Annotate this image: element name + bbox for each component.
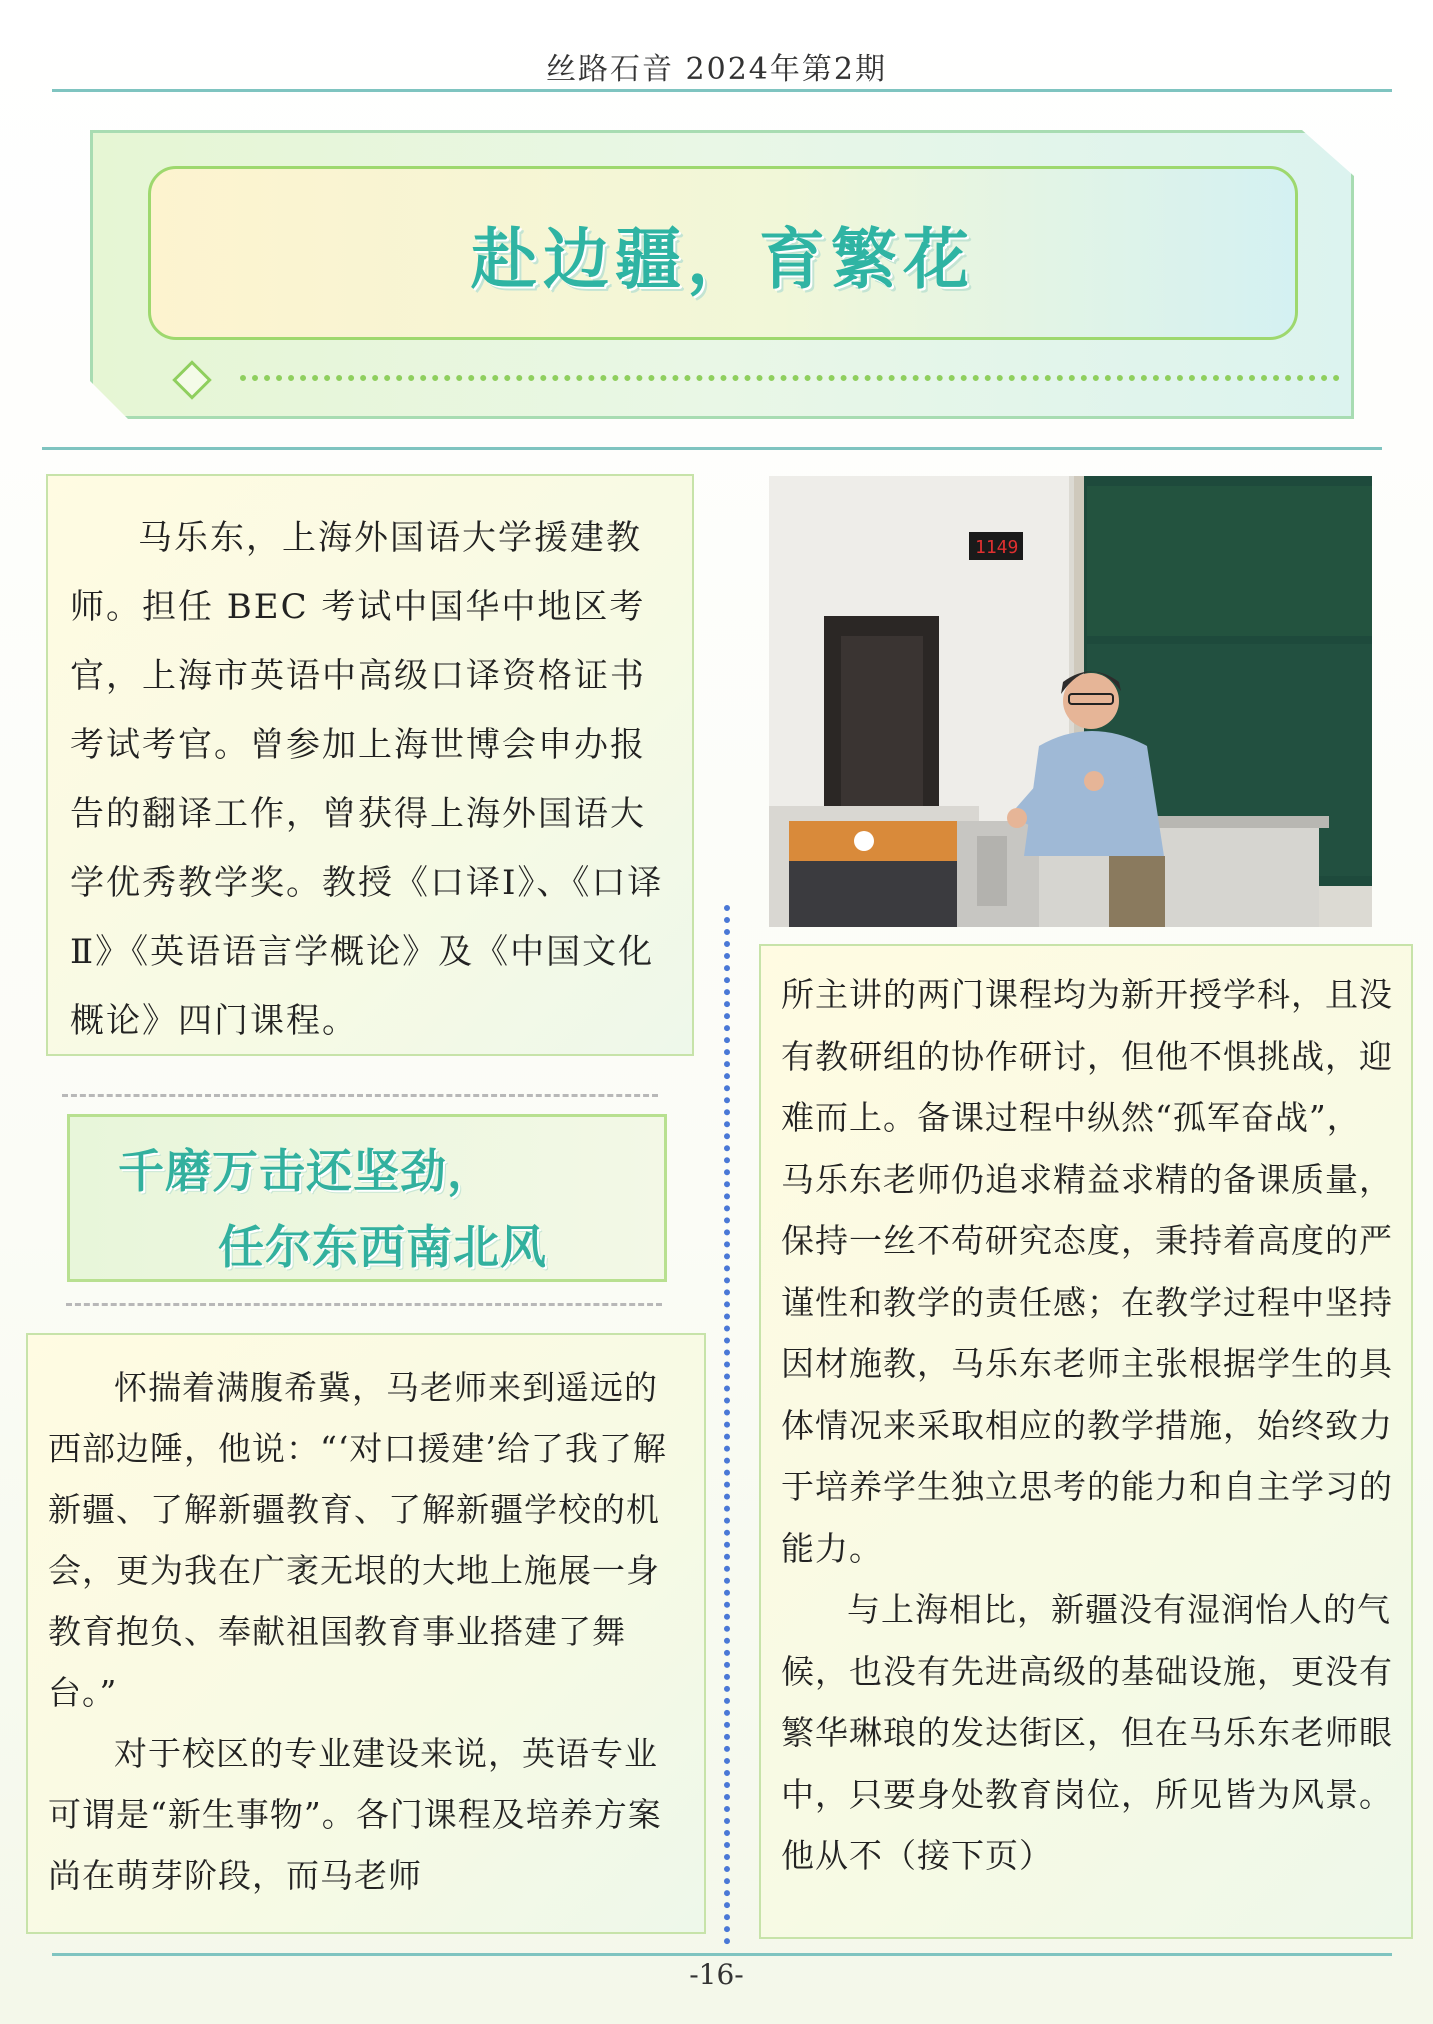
publication-header: 丝路石音 2024年第2期 [546,52,887,87]
paragraph: 怀揣着满腹希冀，马老师来到遥远的西部边陲，他说：“‘对口援建’给了我了解新疆、了解新疆教育、了解新疆学校的机会，更为我在广袤无垠的大地上施展一身教育抱负、奉献祖国教育事业搭建了舞台。” [48,1368,667,1712]
subheading-line-2: 任尔东西南北风 [218,1220,547,1274]
dotted-divider [240,375,1340,381]
article-title: 赴边疆，育繁花 [471,220,975,298]
dashed-divider [66,1303,662,1306]
subheading-line-1: 千磨万击还坚劲， [118,1144,494,1198]
paragraph: 对于校区的专业建设来说，英语专业可谓是“新生事物”。各门课程及培养方案尚在萌芽阶段，而马老师 [48,1734,662,1895]
right-text-box [759,944,1413,1939]
bio-box [46,474,694,1056]
column-divider [724,905,730,1945]
clock-display: 1149 [975,537,1019,558]
classroom-photo [769,476,1372,927]
subheading-box [67,1114,667,1282]
bio-text: 马乐东，上海外国语大学援建教师。担任 BEC 考试中国华中地区考官，上海市英语中高级口译资格证书考试考官。曾参加上海世博会申办报告的翻译工作，曾获得上海外国语大学优秀教学奖。教授《口译Ⅰ》、《口译Ⅱ》《英语语言学概论》及《中国文化概论》四门课程。 [70,518,664,1041]
page-number: -16- [689,1958,744,1991]
paragraph: 与上海相比，新疆没有湿润怡人的气候，也没有先进高级的基础设施，更没有繁华琳琅的发达街区，但在马乐东老师眼中，只要身处教育岗位，所见皆为风景。他从不（接下页） [781,1590,1393,1875]
paragraph: 所主讲的两门课程均为新开授学科，且没有教研组的协作研讨，但他不惧挑战，迎难而上。备课过程中纵然“孤军奋战”，马乐东老师仍追求精益求精的备课质量，保持一丝不苟研究态度，秉持着高度的严谨性和教学的责任感；在教学过程中坚持因材施教，马乐东老师主张根据学生的具体情况来采取相应的教学措施，始终致力于培养学生独立思考的能力和自主学习的能力。 [781,975,1393,1568]
header-rule [52,89,1392,92]
title-banner [148,166,1298,340]
title-rule [42,447,1382,450]
dashed-divider [62,1094,658,1097]
footer-rule [52,1953,1392,1956]
left-text-box [26,1333,706,1934]
